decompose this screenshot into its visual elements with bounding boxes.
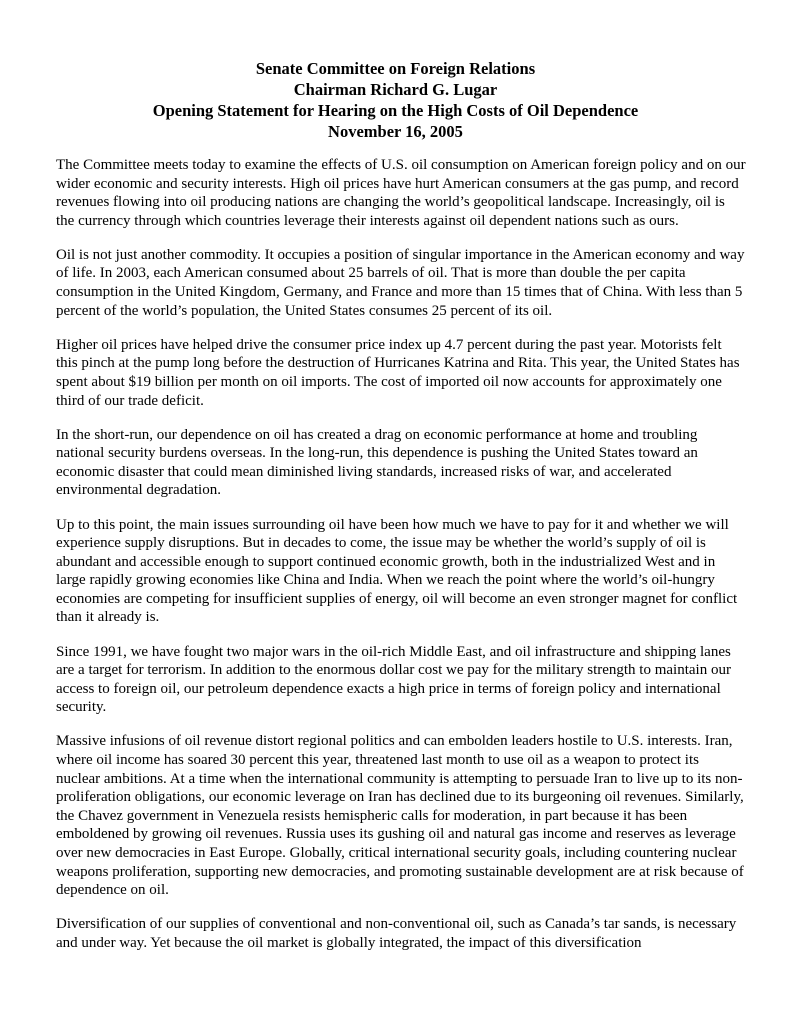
statement-date: November 16, 2005 <box>328 122 463 141</box>
paragraph: Since 1991, we have fought two major wars in the oil-rich Middle East, and oil infrastructure and shipping lanes are a target for terrorism. In addition to the enormous dollar cost we pay for the military strength to maintain our access to foreign oil, our petroleum dependence exacts a high price in terms of foreign policy and international security. <box>56 643 731 716</box>
paragraph: Higher oil prices have helped drive the consumer price index up 4.7 percent during the past year. Motorists felt this pinch at the pump long before the destruction of Hurricanes Katrina and Rita. This year, the United States has spent about $19 billion per month on oil imports. The cost of imported oil now accounts for approximately one third of our trade deficit. <box>56 336 740 409</box>
paragraph: Up to this point, the main issues surrounding oil have been how much we have to pay for it and whether we will experience supply disruptions. But in decades to come, the issue may be whether the world’s supply of oil is abundant and accessible enough to support continued economic growth, both in the industrialized West and in large rapidly growing economies like China and India. When we reach the point where the world’s oil-hungry economies are competing for insufficient supplies of energy, oil will become an even stronger magnet for conflict than it already is. <box>56 516 738 626</box>
chairman-name: Chairman Richard G. Lugar <box>293 80 498 99</box>
paragraph: The Committee meets today to examine the effects of U.S. oil consumption on American foreign policy and on our wider economic and security interests. High oil prices have hurt American consumers at the gas pump, and record revenues flowing into oil producing nations are changing the world’s geopolitical landscape. Increasingly, oil is the currency through which countries leverage their interests against oil dependent nations such as ours. <box>56 157 746 229</box>
paragraph: In the short-run, our dependence on oil has created a drag on economic performance at home and troubling national security burdens overseas. In the long-run, this dependence is pushing the United States toward an economic disaster that could mean diminished living standards, increased risks of war, and accelerated environmental degradation. <box>56 426 698 499</box>
paragraph: Massive infusions of oil revenue distort regional politics and can embolden leaders hostile to U.S. interests. Iran, where oil income has soared 30 percent this year, threatened last month to use oil as a weapon to protect its nuclear ambitions. At a time when the international community is attempting to persuade Iran to live up to its non-proliferation obligations, our economic leverage on Iran has declined due to its burgeoning oil revenues. Similarly, the Chavez government in Venezuela resists hemispheric calls for moderation, in part because it has been emboldened by growing oil revenues. Russia uses its gushing oil and natural gas income and reserves as leverage over new democracies in East Europe. Globally, critical international security goals, including countering nuclear weapons proliferation, supporting new democracies, and promoting sustainable development are at risk because of dependence on oil. <box>56 733 744 899</box>
paragraph: Diversification of our supplies of conventional and non-conventional oil, such as Canada’s tar sands, is necessary and under way. Yet because the oil market is globally integrated, the impact of this diversification <box>56 916 737 951</box>
paragraph: Oil is not just another commodity. It occupies a position of singular importance in the American economy and way of life. In 2003, each American consumed about 25 barrels of oil. That is more than double the per capita consumption in the United Kingdom, Germany, and France and more than 15 times that of China. With less than 5 percent of the world’s population, the United States consumes 25 percent of its oil. <box>56 246 745 319</box>
committee-title: Senate Committee on Foreign Relations <box>255 59 536 78</box>
statement-title: Opening Statement for Hearing on the High Costs of Oil Dependence <box>152 101 639 120</box>
document-header <box>56 58 735 142</box>
statement-body <box>56 156 746 968</box>
